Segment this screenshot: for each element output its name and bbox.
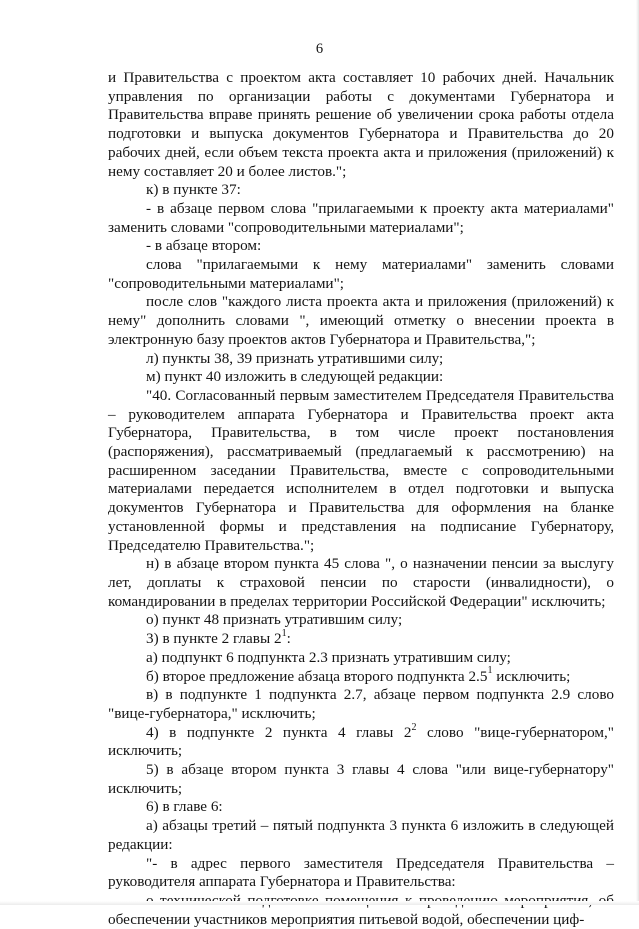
paragraph: л) пункты 38, 39 признать утратившими силу;: [146, 349, 444, 367]
paragraph: [108, 630, 614, 649]
paragraph: "40. Согласованный первым заместителем Председателя Правительства – руководителем аппарата Губернатора и Правительства проект акта Губернатора, Правительства, в том числе проект постановления (распоряжения), рассматриваемый (предлагаемый к рассмотрению) на расширенном заседании Правительства, вместе с сопроводительными материалами передается исполнителем в отдел подготовки и выпуска документов Губернатора и Правительства для оформления на бланке установленной формы и представления на подписание Губернатору, Председателю Правительства.";: [108, 386, 614, 554]
paragraph: [108, 721, 614, 761]
paragraph-text: б) второе предложение абзаца второго подпункта 2.5: [146, 667, 488, 685]
paragraph: а) подпункт 6 подпункта 2.3 признать утратившим силу;: [146, 648, 511, 666]
paragraph: - в абзаце первом слова "прилагаемыми к проекту акта материалами" заменить словами "сопроводительными материалами";: [108, 199, 614, 236]
scan-bottom-shadow: [0, 901, 639, 905]
paragraph: после слов "каждого листа проекта акта и приложения (приложений) к нему" дополнить словами ", имеющий отметку о внесении проекта в электронную базу проектов актов Губернатора и Правительства,";: [108, 293, 614, 348]
paragraph: слова "прилагаемыми к нему материалами" заменить словами "сопроводительными материалами";: [108, 256, 614, 292]
paragraph-text-tail: слово "вице-губернатором," исключить;: [108, 723, 614, 760]
paragraph: м) пункт 40 изложить в следующей редакции:: [146, 368, 444, 386]
paragraph-text: 4) в подпункте 2 пункта 4 главы 2: [146, 723, 412, 741]
superscript: 1: [487, 665, 493, 677]
paragraph: к) в пункте 37:: [146, 181, 241, 199]
paragraph: [108, 665, 614, 687]
paragraph: и Правительства с проектом акта составляет 10 рабочих дней. Начальник управления по организации работы с документами Губернатора и Правительства вправе принять решение об увеличении срока работы отдела подготовки и выпуска документов Губернатора и Правительства до 20 рабочих дней, если объем текста проекта акта и приложения (приложений) к нему составляет 20 и более листов.";: [108, 69, 614, 180]
superscript: 1: [281, 628, 287, 640]
paragraph: о) пункт 48 признать утратившим силу;: [146, 611, 403, 629]
paragraph: 5) в абзаце втором пункта 3 главы 4 слова "или вице-губернатору" исключить;: [108, 761, 614, 797]
paragraph-text-tail: исключить;: [492, 667, 571, 685]
page-number: 6: [315, 41, 324, 57]
paragraph: в) в подпункте 1 подпункта 2.7, абзаце первом подпункта 2.9 слово "вице-губернатора," исключить;: [108, 686, 614, 722]
document-body: [108, 69, 614, 929]
paragraph: - в абзаце втором:: [146, 237, 262, 255]
paragraph: обеспечении участников мероприятия питьевой водой, обеспечении циф-: [108, 910, 585, 928]
paragraph: а) абзацы третий – пятый подпункта 3 пункта 6 изложить в следующей редакции:: [108, 817, 614, 853]
paragraph: "- в адрес первого заместителя Председателя Правительства – руководителя аппарата Губернатора и Правительства:: [108, 854, 614, 891]
paragraph-text-tail: :: [286, 630, 291, 648]
paragraph-text: 3) в пункте 2 главы 2: [146, 630, 282, 648]
paragraph: 6) в главе 6:: [146, 798, 223, 816]
superscript: 2: [411, 721, 417, 733]
paragraph: н) в абзаце втором пункта 45 слова ", о назначении пенсии за выслугу лет, доплаты к страховой пенсии по старости (инвалидности), о командировании в пределах территории Российской Федерации" исключить;: [108, 555, 614, 610]
